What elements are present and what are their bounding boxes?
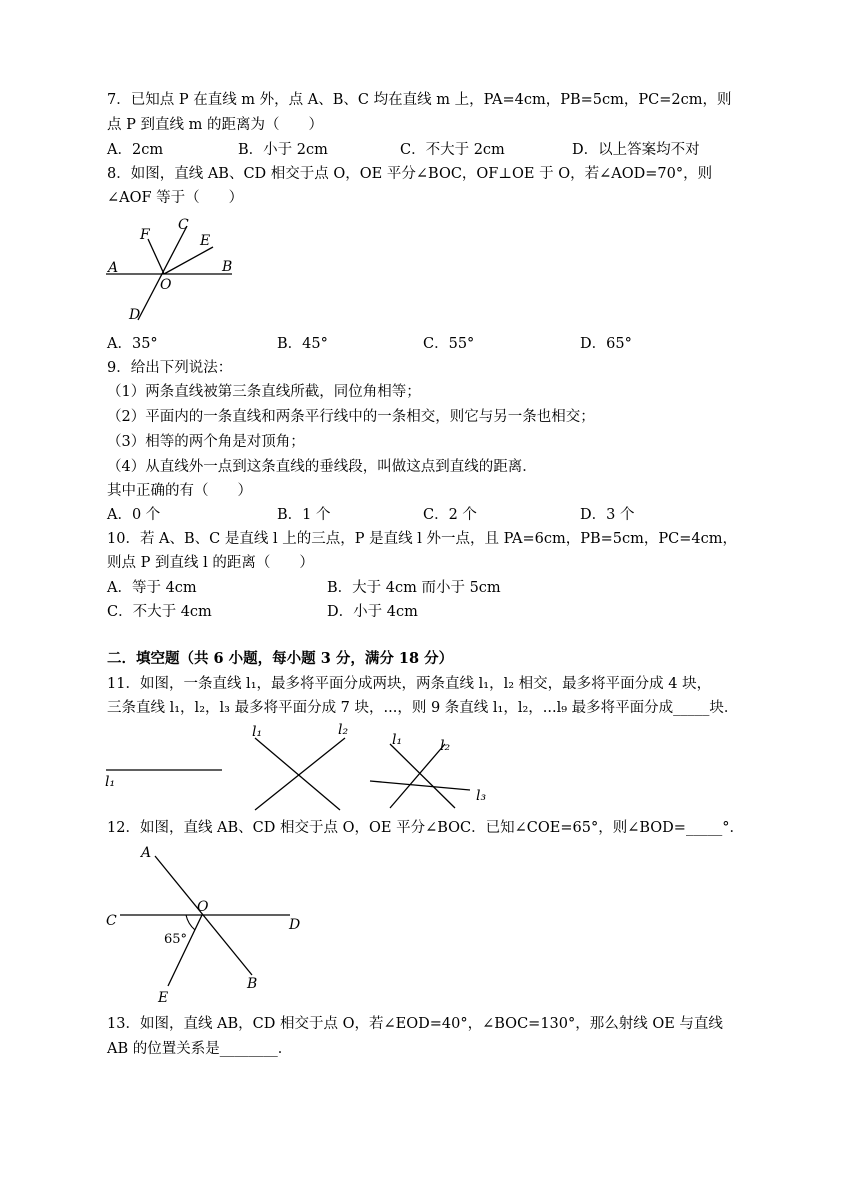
q10-stem-line1: 10．若 A、B、C 是直线 l 上的三点，P 是直线 l 外一点，且 PA=6cm，PB=5cm，PC=4cm， (107, 531, 737, 547)
q8-label-f: F (140, 227, 150, 243)
q10-option-b: B．大于 4cm 而小于 5cm (327, 580, 501, 596)
q8-stem-line2: ∠AOF 等于（ ） (107, 190, 244, 206)
q12-label-e: E (158, 990, 169, 1006)
q9-stem: 9．给出下列说法： (107, 360, 233, 376)
q11-label-l1-b: l₁ (252, 724, 263, 740)
q8-option-a: A．35° (107, 336, 158, 352)
q9-statement-3: （3）相等的两个角是对顶角； (107, 434, 305, 450)
q9-option-b: B．1 个 (277, 507, 331, 523)
q9-option-d: D．3 个 (580, 507, 635, 523)
q9-ask: 其中正确的有（ ） (107, 483, 252, 499)
q7-stem-line2: 点 P 到直线 m 的距离为（ ） (107, 117, 323, 133)
q9-statement-4: （4）从直线外一点到这条直线的垂线段，叫做这点到直线的距离． (107, 459, 537, 475)
q8-label-d: D (129, 307, 141, 323)
q12-angle-arc (186, 915, 195, 930)
q11-figure (100, 720, 500, 815)
q12-stem: 12．如图，直线 AB、CD 相交于点 O，OE 平分∠BOC．已知∠COE=65°，则∠BOD=_____°． (107, 820, 744, 836)
q11-label-l1-c: l₁ (392, 732, 403, 748)
q13-stem-line2: AB 的位置关系是________． (107, 1041, 293, 1057)
q9-option-a: A．0 个 (107, 507, 161, 523)
q11-stem-line1: 11．如图，一条直线 l₁，最多将平面分成两块，两条直线 l₁，l₂ 相交，最多将平面分成 4 块， (107, 676, 712, 692)
q8-option-c: C．55° (423, 336, 475, 352)
q11-line-three-b (390, 744, 445, 808)
q10-option-a: A．等于 4cm (107, 580, 197, 596)
q7-option-d: D．以上答案均不对 (572, 142, 700, 158)
q8-ray-of (148, 239, 164, 274)
q8-stem-line1: 8．如图，直线 AB、CD 相交于点 O，OE 平分∠BOC，OF⊥OE 于 O，若∠AOD=70°，则 (107, 166, 713, 182)
q13-stem-line1: 13．如图，直线 AB，CD 相交于点 O，若∠EOD=40°，∠BOC=130°，那么射线 OE 与直线 (107, 1016, 723, 1032)
q7-option-a: A．2cm (107, 142, 164, 158)
q9-option-c: C．2 个 (423, 507, 477, 523)
q7-option-b: B．小于 2cm (238, 142, 328, 158)
q8-label-c: C (178, 217, 189, 233)
q7-option-c: C．不大于 2cm (400, 142, 505, 158)
q7-stem-line1: 7．已知点 P 在直线 m 外，点 A、B、C 均在直线 m 上，PA=4cm，PB=5cm，PC=2cm，则 (107, 92, 732, 108)
q8-figure (100, 212, 250, 327)
q9-statement-2: （2）平面内的一条直线和两条平行线中的一条相交，则它与另一条也相交； (107, 409, 595, 425)
q8-option-d: D．65° (580, 336, 632, 352)
q8-label-o: O (160, 277, 172, 293)
q8-ray-oe (164, 247, 213, 274)
q8-label-e: E (200, 233, 211, 249)
q8-option-b: B．45° (277, 336, 328, 352)
q12-label-b: B (247, 976, 258, 992)
q12-figure (100, 840, 310, 1005)
q11-label-l2-c: l₂ (440, 738, 451, 754)
q10-option-d: D．小于 4cm (327, 604, 418, 620)
q11-stem-line2: 三条直线 l₁，l₂，l₃ 最多将平面分成 7 块，...，则 9 条直线 l₁，l₂，...l₉ 最多将平面分成_____块． (107, 700, 739, 716)
q11-line-three-c (370, 781, 470, 790)
q11-label-l2-b: l₂ (338, 722, 349, 738)
q11-label-l1-a: l₁ (105, 774, 116, 790)
q10-stem-line2: 则点 P 到直线 l 的距离（ ） (107, 555, 314, 571)
q12-label-d: D (289, 917, 301, 933)
q12-ray-oe (168, 915, 202, 986)
q12-label-o: O (197, 899, 209, 915)
section-2-title: 二．填空题（共 6 小题，每小题 3 分，满分 18 分） (107, 650, 454, 667)
q12-label-a: A (141, 845, 152, 861)
q9-statement-1: （1）两条直线被第三条直线所截，同位角相等； (107, 384, 421, 400)
q8-label-a: A (108, 260, 119, 276)
q12-angle-label: 65° (164, 932, 188, 947)
q11-label-l3-c: l₃ (476, 788, 487, 804)
q12-label-c: C (106, 913, 117, 929)
q8-label-b: B (222, 259, 233, 275)
q10-option-c: C．不大于 4cm (107, 604, 212, 620)
